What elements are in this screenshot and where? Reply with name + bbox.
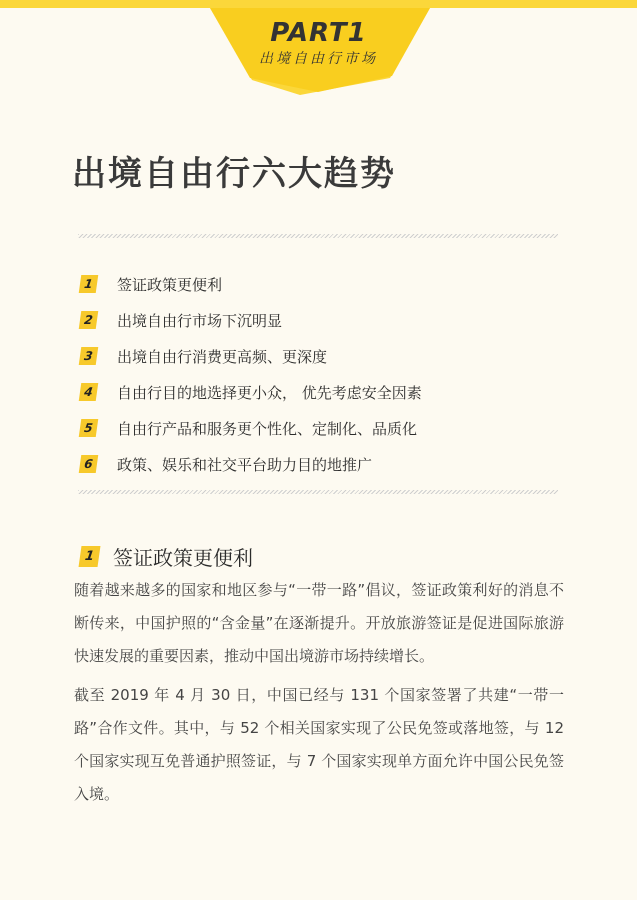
paragraph-1: 随着越来越多的国家和地区参与“一带一路”倡议，签证政策利好的消息不断传来，中国护照的“含金量”在逐渐提升。开放旅游签证是促进国际旅游快速发展的重要因素，推动中国出境游市场持续增长。 bbox=[74, 581, 564, 665]
trend-text: 自由行目的地选择更小众， 优先考虑安全因素 bbox=[117, 383, 422, 402]
list-item bbox=[80, 410, 422, 446]
part-label: PART1 bbox=[270, 18, 367, 48]
number-badge: 3 bbox=[79, 347, 99, 365]
paragraph-2: 截至 2019 年 4 月 30 日，中国已经与 131 个国家签署了共建“一带一路”合作文件。其中，与 52 个相关国家实现了公民免签或落地签，与 12 个国家实现互免普通护照签证，与 7 个国家实现单方面允许中国公民免签入境。 bbox=[74, 686, 564, 803]
divider-bottom bbox=[78, 490, 558, 494]
number-badge: 4 bbox=[79, 383, 99, 401]
number-badge: 1 bbox=[79, 275, 99, 293]
list-item bbox=[80, 266, 422, 302]
list-item bbox=[80, 446, 422, 482]
section-title: 签证政策更便利 bbox=[113, 546, 253, 570]
trend-text: 出境自由行市场下沉明显 bbox=[117, 311, 283, 330]
page-title: 出境自由行六大趋势 bbox=[72, 154, 396, 194]
trend-text: 政策、娱乐和社交平台助力目的地推广 bbox=[117, 455, 373, 474]
number-badge: 5 bbox=[79, 419, 99, 437]
trend-text: 自由行产品和服务更个性化、定制化、品质化 bbox=[117, 419, 418, 438]
trend-text: 出境自由行消费更高频、更深度 bbox=[117, 347, 328, 366]
list-item bbox=[80, 302, 422, 338]
list-item bbox=[80, 374, 422, 410]
section-heading bbox=[80, 542, 253, 571]
part-subtitle: 出境自由行市场 bbox=[259, 51, 378, 67]
trend-list bbox=[80, 266, 422, 482]
number-badge: 6 bbox=[79, 455, 99, 473]
number-badge: 1 bbox=[79, 546, 101, 567]
list-item bbox=[80, 338, 422, 374]
divider-top bbox=[78, 234, 558, 238]
number-badge: 2 bbox=[79, 311, 99, 329]
header-banner bbox=[0, 0, 637, 100]
trend-text: 签证政策更便利 bbox=[117, 275, 223, 294]
